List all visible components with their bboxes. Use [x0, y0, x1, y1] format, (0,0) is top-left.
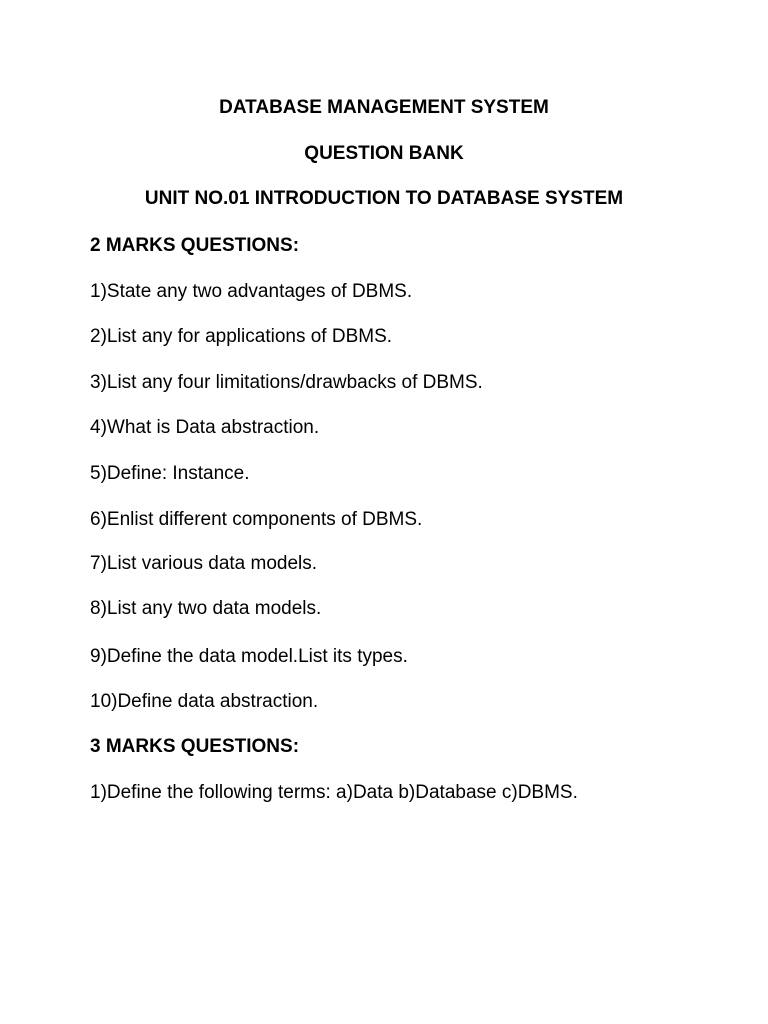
question-item: 3)List any four limitations/drawbacks of DBMS. [90, 372, 483, 393]
document-title: DATABASE MANAGEMENT SYSTEM [219, 97, 549, 118]
unit-heading: UNIT NO.01 INTRODUCTION TO DATABASE SYSTEM [144, 188, 624, 209]
question-item: 5)Define: Instance. [90, 463, 250, 484]
question-item: 10)Define data abstraction. [90, 691, 319, 712]
question-item: 6)Enlist different components of DBMS. [90, 509, 423, 530]
question-item: 1)State any two advantages of DBMS. [90, 281, 413, 302]
question-item: 2)List any for applications of DBMS. [90, 326, 393, 347]
document-subtitle: QUESTION BANK [304, 143, 464, 164]
question-item: 1)Define the following terms: a)Data b)Database c)DBMS. [90, 782, 578, 803]
section-heading-3-marks: 3 MARKS QUESTIONS: [90, 736, 300, 757]
question-item: 9)Define the data model.List its types. [90, 646, 408, 667]
question-item: 7)List various data models. [90, 553, 318, 574]
question-item: 4)What is Data abstraction. [90, 417, 320, 438]
question-item: 8)List any two data models. [90, 598, 322, 619]
section-heading-2-marks: 2 MARKS QUESTIONS: [90, 235, 300, 256]
